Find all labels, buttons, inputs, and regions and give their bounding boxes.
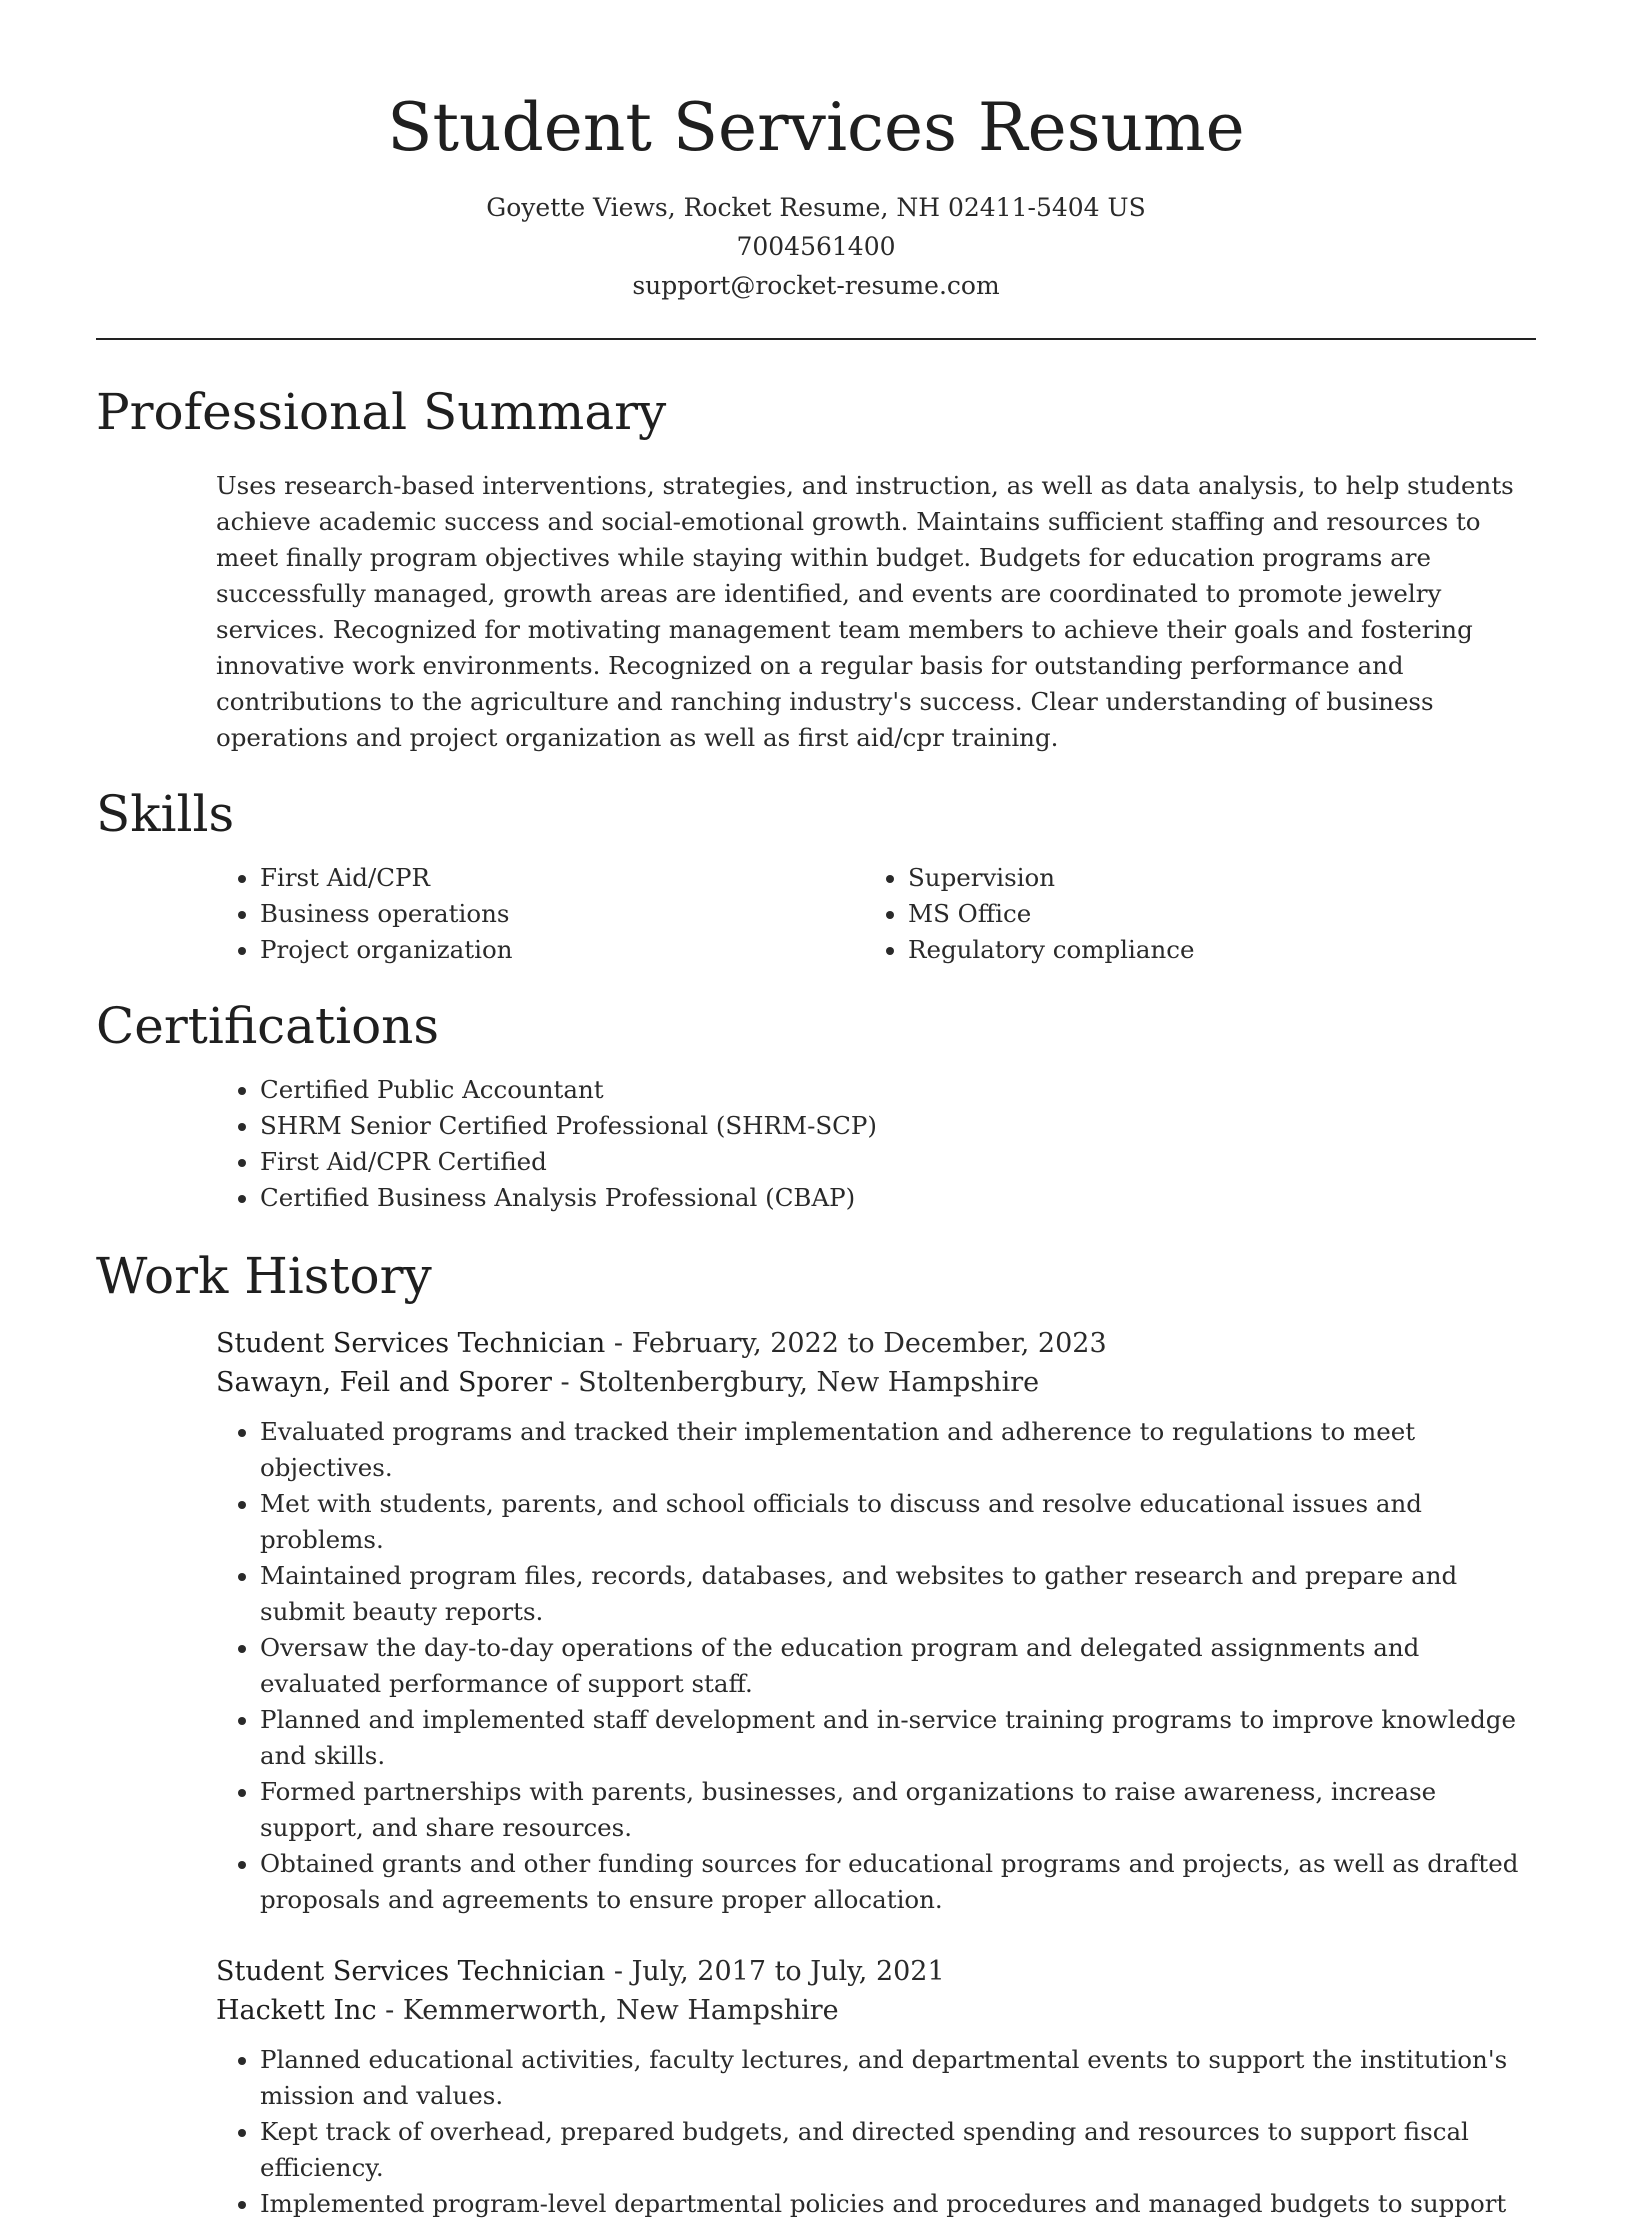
job-company-line [216, 1991, 1536, 2030]
certifications-section [96, 994, 1536, 1216]
skills-grid [96, 860, 1536, 968]
list-item: • First Aid/CPR [260, 860, 746, 896]
summary-heading: Professional Summary [96, 383, 667, 441]
job-dates: - July, 2017 to July, 2021 [605, 1956, 945, 1987]
job-title-line [216, 1324, 1536, 1363]
job-title-line [216, 1952, 1536, 1991]
contact-email: support@rocket-resume.com [632, 271, 1000, 300]
resume-title: Student Services Resume [387, 89, 1245, 166]
resume-header [96, 0, 1536, 305]
work-history-section [96, 1244, 1536, 2222]
skills-list-left [96, 860, 746, 968]
contact-block [96, 188, 1536, 305]
job-entry [216, 1952, 1536, 2222]
job-dates: - February, 2022 to December, 2023 [605, 1328, 1107, 1359]
list-item: • Planned and implemented staff development and in-service training programs to improve knowledge and skills. [260, 1702, 1536, 1774]
skills-list-right [746, 860, 1396, 968]
skills-section [96, 782, 1536, 968]
summary-section [96, 380, 1536, 756]
list-item: • SHRM Senior Certified Professional (SHRM-SCP) [260, 1108, 1536, 1144]
list-item: • Obtained grants and other funding sources for educational programs and projects, as well as drafted proposals and agreements to ensure proper allocation. [260, 1846, 1536, 1918]
list-item: • MS Office [908, 896, 1396, 932]
list-item: • First Aid/CPR Certified [260, 1144, 1536, 1180]
header-divider [96, 338, 1536, 340]
list-item: • Oversaw the day-to-day operations of the education program and delegated assignments and evaluated performance of support staff. [260, 1630, 1536, 1702]
list-item: • Maintained program files, records, databases, and websites to gather research and prepare and submit beauty reports. [260, 1558, 1536, 1630]
job-bullets [216, 2042, 1536, 2222]
skills-heading: Skills [96, 785, 235, 843]
job-role: Student Services Technician [216, 1328, 606, 1359]
work-history-heading: Work History [96, 1247, 432, 1305]
list-item: • Certified Public Accountant [260, 1072, 1536, 1108]
certifications-heading: Certifications [96, 997, 440, 1055]
list-item: • Planned educational activities, faculty lectures, and departmental events to support the institution's mission and values. [260, 2042, 1536, 2114]
contact-phone: 7004561400 [736, 232, 896, 261]
list-item: • Evaluated programs and tracked their implementation and adherence to regulations to meet objectives. [260, 1414, 1536, 1486]
job-role: Student Services Technician [216, 1956, 606, 1987]
contact-address: Goyette Views, Rocket Resume, NH 02411-5404 US [486, 193, 1146, 222]
list-item: • Project organization [260, 932, 746, 968]
resume-page [96, 0, 1536, 2222]
list-item: • Business operations [260, 896, 746, 932]
list-item: • Supervision [908, 860, 1396, 896]
job-company: Hackett Inc [216, 1995, 377, 2026]
list-item: • Formed partnerships with parents, businesses, and organizations to raise awareness, increase support, and share resources. [260, 1774, 1536, 1846]
skills-column-right [746, 860, 1396, 968]
summary-text: Uses research-based interventions, strategies, and instruction, as well as data analysis, to help students achieve academic success and social-emotional growth. Maintains sufficient staffing and resources to meet finally program objectives while staying within budget. Budgets for education programs are successfully managed, growth areas are identified, and events are coordinated to promote jewelry services. Recognized for motivating management team members to achieve their goals and fostering innovative work environments. Recognized on a regular basis for outstanding performance and contributions to the agriculture and ranching industry's success. Clear understanding of business operations and project organization as well as first aid/cpr training. [216, 471, 1514, 752]
job-company: Sawayn, Feil and Sporer [216, 1367, 552, 1398]
list-item: • Kept track of overhead, prepared budgets, and directed spending and resources to support fiscal efficiency. [260, 2114, 1536, 2186]
list-item: • Implemented program-level departmental policies and procedures and managed budgets to support [260, 2186, 1536, 2222]
list-item: • Regulatory compliance [908, 932, 1396, 968]
job-location: - Stoltenbergbury, New Hampshire [551, 1367, 1040, 1398]
job-location: - Kemmerworth, New Hampshire [376, 1995, 839, 2026]
skills-column-left [96, 860, 746, 968]
job-company-line [216, 1363, 1536, 1402]
job-entry [216, 1324, 1536, 1918]
list-item: • Certified Business Analysis Professional (CBAP) [260, 1180, 1536, 1216]
job-bullets [216, 1414, 1536, 1918]
list-item: • Met with students, parents, and school officials to discuss and resolve educational issues and problems. [260, 1486, 1536, 1558]
certifications-list [96, 1072, 1536, 1216]
